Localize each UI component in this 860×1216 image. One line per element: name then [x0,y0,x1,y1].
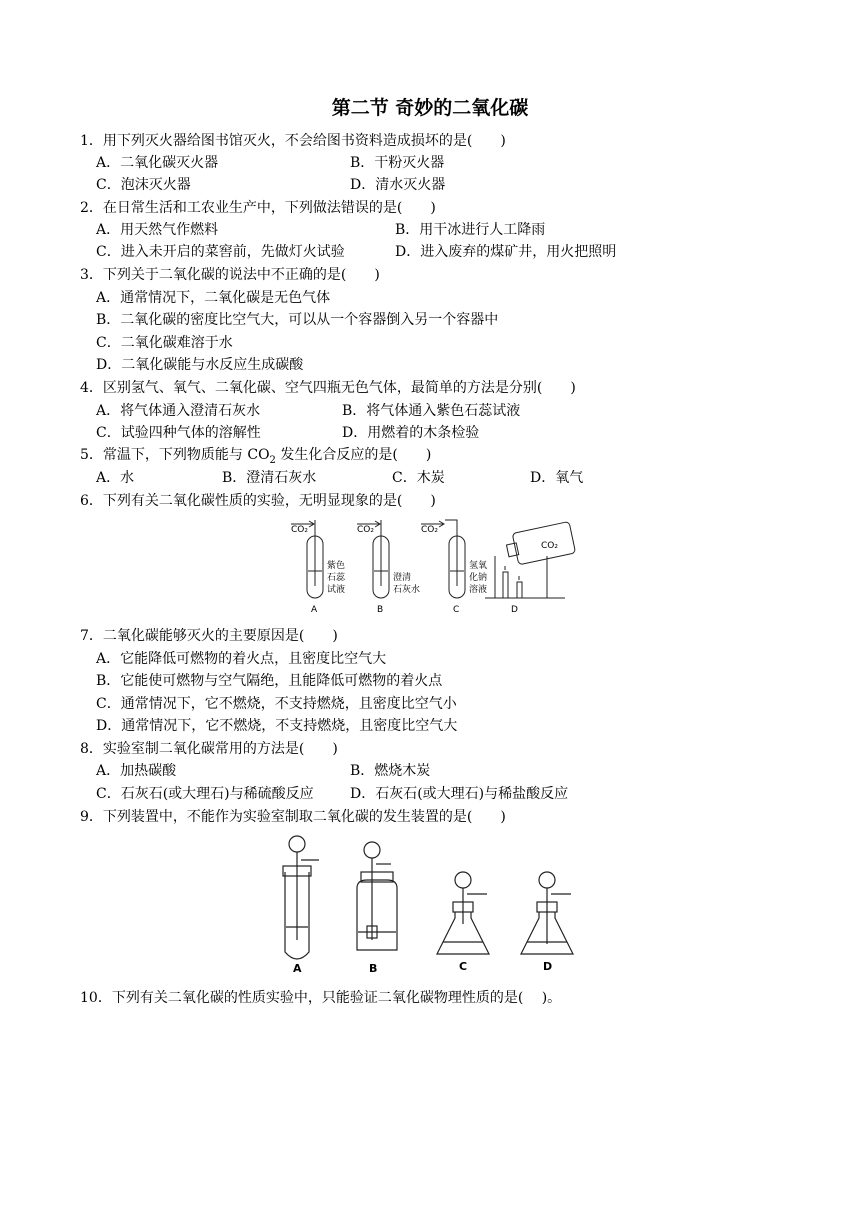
fig6-co2-c: CO₂ [421,525,438,535]
question-5-stem [80,446,431,470]
question-6-stem: 6．下列有关二氧化碳性质的实验，无明显现象的是( ) [80,493,436,509]
q8-option-b: B．燃烧木炭 [350,763,431,779]
q5-option-c: C．木炭 [392,470,445,486]
q3-option-d: D．二氧化碳能与水反应生成碳酸 [96,357,304,373]
fig9-letter-d: D [543,960,553,973]
question-8-stem: 8．实验室制二氧化碳常用的方法是( ) [80,741,338,757]
figure-q6-apparatus [285,516,580,616]
fig9-letter-c: C [459,960,468,973]
question-7-stem: 7．二氧化碳能够灭火的主要原因是( ) [80,628,338,644]
q5-stem-subscript: 2 [269,454,276,466]
question-10-stem: 10．下列有关二氧化碳的性质实验中，只能验证二氧化碳物理性质的是( )。 [80,990,562,1006]
q7-option-d: D．通常情况下，它不燃烧，不支持燃烧，且密度比空气大 [96,718,458,734]
q5-option-b: B．澄清石灰水 [222,470,317,486]
q2-option-a: A．用天然气作燃料 [96,222,219,238]
fig9-letter-b: B [369,962,378,975]
q7-option-b: B．它能使可燃物与空气隔绝，且能降低可燃物的着火点 [96,673,443,689]
q4-option-c: C．试验四种气体的溶解性 [96,425,261,441]
fig6-label-a3: 试液 [327,585,346,595]
fig6-letter-a: A [311,605,318,615]
figure-q9-apparatus [275,832,595,977]
q4-option-a: A．将气体通入澄清石灰水 [96,403,261,419]
q8-option-a: A．加热碳酸 [96,763,177,779]
q5-stem-pre: 5．常温下，下列物质能与 CO [80,447,270,463]
question-2-stem: 2．在日常生活和工农业生产中，下列做法错误的是( ) [80,200,436,216]
q2-option-c: C．进入未开启的菜窖前，先做灯火试验 [96,244,345,260]
question-9-stem: 9．下列装置中，不能作为实验室制取二氧化碳的发生装置的是( ) [80,809,506,825]
fig6-letter-d: D [511,605,518,615]
fig6-label-c3: 溶液 [469,585,488,595]
q1-option-b: B．干粉灭火器 [350,155,445,171]
q4-option-b: B．将气体通入紫色石蕊试液 [342,403,521,419]
question-4-stem: 4．区别氢气、氧气、二氧化碳、空气四瓶无色气体，最简单的方法是分别( ) [80,380,576,396]
fig6-label-a2: 石蕊 [327,573,346,583]
fig6-label-a1: 紫色 [327,561,346,571]
q3-option-b: B．二氧化碳的密度比空气大，可以从一个容器倒入另一个容器中 [96,312,499,328]
page-title: 第二节 奇妙的二氧化碳 [331,97,529,119]
fig9-letter-a: A [293,962,302,975]
fig6-label-c2: 化钠 [469,573,488,583]
q2-option-d: D．进入废弃的煤矿井，用火把照明 [395,244,617,260]
fig6-co2-a: CO₂ [291,525,308,535]
q2-option-b: B．用干冰进行人工降雨 [395,222,546,238]
q3-option-a: A．通常情况下，二氧化碳是无色气体 [96,290,331,306]
fig6-label-c1: 氢氧 [469,561,488,571]
q1-option-a: A．二氧化碳灭火器 [96,155,219,171]
q8-option-d: D．石灰石(或大理石)与稀盐酸反应 [350,786,569,802]
q1-option-c: C．泡沫灭火器 [96,177,191,193]
q7-option-c: C．通常情况下，它不燃烧，不支持燃烧，且密度比空气小 [96,696,457,712]
question-1-stem: 1．用下列灭火器给图书馆灭火，不会给图书资料造成损坏的是( ) [80,133,506,149]
q8-option-c: C．石灰石(或大理石)与稀硫酸反应 [96,786,314,802]
fig6-label-b2: 石灰水 [393,585,421,595]
q7-option-a: A．它能降低可燃物的着火点，且密度比空气大 [96,651,387,667]
fig6-letter-c: C [453,605,460,615]
q5-option-a: A．水 [96,470,135,486]
q3-option-c: C．二氧化碳难溶于水 [96,335,233,351]
q5-option-d: D．氧气 [530,470,584,486]
fig6-co2-d: CO₂ [541,541,558,551]
fig6-label-b1: 澄清 [393,573,412,583]
q4-option-d: D．用燃着的木条检验 [342,425,480,441]
fig6-letter-b: B [377,605,384,615]
q5-stem-post: 发生化合反应的是( ) [275,447,432,463]
question-3-stem: 3．下列关于二氧化碳的说法中不正确的是( ) [80,267,380,283]
q1-option-d: D．清水灭火器 [350,177,446,193]
fig6-co2-b: CO₂ [357,525,374,535]
